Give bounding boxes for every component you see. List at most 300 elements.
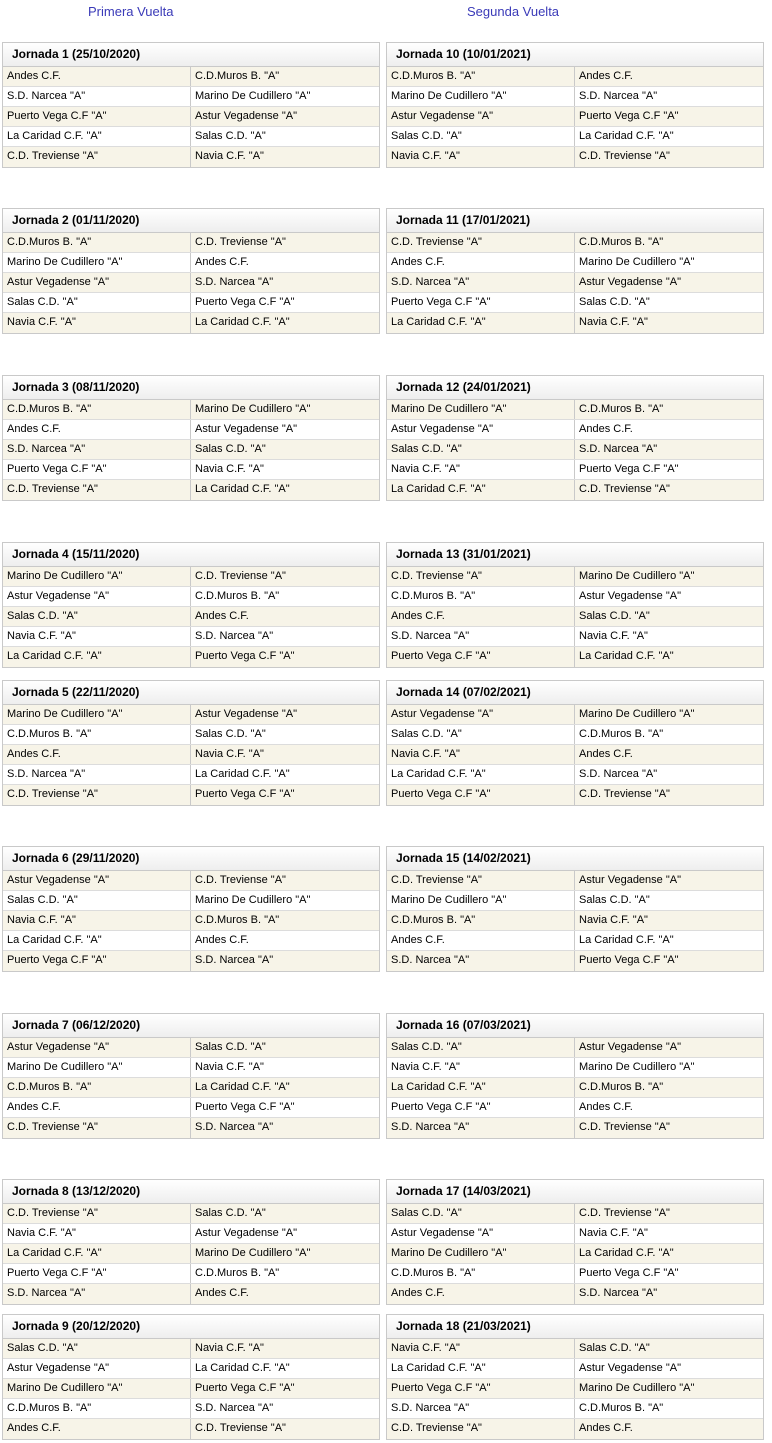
- home-team: C.D. Treviense "A": [387, 233, 575, 252]
- match-row: [3, 127, 379, 147]
- home-team: C.D. Treviense "A": [3, 147, 191, 167]
- home-team: Navia C.F. "A": [387, 1339, 575, 1358]
- match-row: [387, 607, 763, 627]
- jornada-table: [386, 846, 764, 972]
- match-row: [3, 233, 379, 253]
- away-team: S.D. Narcea "A": [195, 630, 274, 642]
- home-team: Salas C.D. "A": [387, 127, 575, 146]
- home-team: La Caridad C.F. "A": [387, 765, 575, 784]
- home-team: C.D. Treviense "A": [3, 785, 191, 805]
- away-team: C.D.Muros B. "A": [579, 403, 664, 415]
- match-row: [3, 891, 379, 911]
- jornada-table: [2, 42, 380, 168]
- home-team: Marino De Cudillero "A": [3, 253, 191, 272]
- match-row: [387, 400, 763, 420]
- away-team: Astur Vegadense "A": [579, 1041, 681, 1053]
- match-row: [3, 460, 379, 480]
- match-row: [3, 607, 379, 627]
- away-team: Navia C.F. "A": [579, 1227, 648, 1239]
- home-team: S.D. Narcea "A": [387, 627, 575, 646]
- match-row: [387, 1264, 763, 1284]
- away-team: Salas C.D. "A": [195, 728, 266, 740]
- home-team: Salas C.D. "A": [387, 440, 575, 459]
- away-team: Andes C.F.: [195, 256, 249, 268]
- match-row: [387, 911, 763, 931]
- home-team: C.D.Muros B. "A": [3, 400, 191, 419]
- home-team: Marino De Cudillero "A": [3, 1379, 191, 1398]
- away-team: La Caridad C.F. "A": [195, 768, 290, 780]
- away-team: La Caridad C.F. "A": [579, 934, 674, 946]
- match-row: [387, 785, 763, 805]
- match-list: [3, 1204, 379, 1304]
- away-team: Navia C.F. "A": [579, 316, 648, 328]
- away-team: Andes C.F.: [195, 1287, 249, 1299]
- away-team: Andes C.F.: [579, 70, 633, 82]
- match-row: [3, 1264, 379, 1284]
- match-list: [3, 567, 379, 667]
- away-team: Andes C.F.: [579, 1422, 633, 1434]
- away-team: Astur Vegadense "A": [579, 874, 681, 886]
- jornada-title: Jornada 13 (31/01/2021): [387, 543, 763, 567]
- match-row: [3, 87, 379, 107]
- away-team: Puerto Vega C.F "A": [195, 788, 295, 800]
- match-row: [387, 891, 763, 911]
- away-team: Salas C.D. "A": [195, 443, 266, 455]
- away-team: La Caridad C.F. "A": [195, 1362, 290, 1374]
- away-team: Navia C.F. "A": [195, 463, 264, 475]
- home-team: Andes C.F.: [3, 1419, 191, 1439]
- match-row: [3, 480, 379, 500]
- home-team: Andes C.F.: [3, 67, 191, 86]
- home-team: Andes C.F.: [387, 607, 575, 626]
- home-team: Puerto Vega C.F "A": [387, 1379, 575, 1398]
- home-team: Astur Vegadense "A": [3, 1038, 191, 1057]
- match-row: [387, 1058, 763, 1078]
- match-row: [387, 440, 763, 460]
- away-team: Navia C.F. "A": [195, 1061, 264, 1073]
- jornada-title: Jornada 4 (15/11/2020): [3, 543, 379, 567]
- home-team: Astur Vegadense "A": [3, 587, 191, 606]
- away-team: Navia C.F. "A": [579, 914, 648, 926]
- match-list: [387, 1038, 763, 1138]
- match-list: [387, 233, 763, 333]
- primera-vuelta-header: Primera Vuelta: [88, 4, 174, 19]
- match-row: [387, 460, 763, 480]
- home-team: La Caridad C.F. "A": [3, 1244, 191, 1263]
- home-team: S.D. Narcea "A": [387, 273, 575, 292]
- home-team: C.D.Muros B. "A": [387, 67, 575, 86]
- home-team: Salas C.D. "A": [3, 607, 191, 626]
- home-team: C.D.Muros B. "A": [3, 725, 191, 744]
- home-team: C.D.Muros B. "A": [387, 1264, 575, 1283]
- home-team: La Caridad C.F. "A": [3, 647, 191, 667]
- jornada-title: Jornada 2 (01/11/2020): [3, 209, 379, 233]
- match-list: [3, 67, 379, 167]
- home-team: Marino De Cudillero "A": [3, 567, 191, 586]
- match-list: [3, 233, 379, 333]
- away-team: La Caridad C.F. "A": [579, 650, 674, 662]
- match-row: [387, 1339, 763, 1359]
- away-team: C.D. Treviense "A": [195, 570, 286, 582]
- match-row: [387, 1379, 763, 1399]
- away-team: Astur Vegadense "A": [579, 590, 681, 602]
- home-team: Puerto Vega C.F "A": [387, 1098, 575, 1117]
- away-team: Puerto Vega C.F "A": [195, 1382, 295, 1394]
- match-row: [387, 587, 763, 607]
- home-team: C.D. Treviense "A": [387, 1419, 575, 1439]
- away-team: Marino De Cudillero "A": [579, 1061, 695, 1073]
- away-team: La Caridad C.F. "A": [195, 316, 290, 328]
- match-row: [387, 627, 763, 647]
- home-team: C.D.Muros B. "A": [3, 233, 191, 252]
- match-row: [3, 1224, 379, 1244]
- match-row: [3, 871, 379, 891]
- home-team: La Caridad C.F. "A": [387, 1359, 575, 1378]
- away-team: C.D. Treviense "A": [579, 150, 670, 162]
- home-team: Puerto Vega C.F "A": [3, 460, 191, 479]
- home-team: Marino De Cudillero "A": [3, 1058, 191, 1077]
- away-team: Marino De Cudillero "A": [579, 708, 695, 720]
- home-team: Andes C.F.: [3, 1098, 191, 1117]
- jornada-table: [2, 1179, 380, 1305]
- match-row: [3, 1284, 379, 1304]
- away-team: Astur Vegadense "A": [195, 110, 297, 122]
- away-team: La Caridad C.F. "A": [579, 1247, 674, 1259]
- match-row: [387, 1078, 763, 1098]
- away-team: Astur Vegadense "A": [579, 276, 681, 288]
- away-team: Puerto Vega C.F "A": [579, 954, 679, 966]
- away-team: Astur Vegadense "A": [195, 423, 297, 435]
- home-team: Astur Vegadense "A": [3, 1359, 191, 1378]
- away-team: Salas C.D. "A": [195, 130, 266, 142]
- away-team: Puerto Vega C.F "A": [579, 463, 679, 475]
- jornada-title: Jornada 3 (08/11/2020): [3, 376, 379, 400]
- away-team: Astur Vegadense "A": [579, 1362, 681, 1374]
- home-team: La Caridad C.F. "A": [387, 480, 575, 500]
- home-team: Navia C.F. "A": [387, 745, 575, 764]
- home-team: Navia C.F. "A": [3, 313, 191, 333]
- match-row: [3, 785, 379, 805]
- away-team: Marino De Cudillero "A": [195, 90, 311, 102]
- home-team: S.D. Narcea "A": [3, 765, 191, 784]
- match-list: [387, 705, 763, 805]
- match-row: [387, 1204, 763, 1224]
- match-row: [3, 567, 379, 587]
- jornada-table: [2, 1314, 380, 1440]
- match-row: [387, 725, 763, 745]
- away-team: C.D.Muros B. "A": [579, 236, 664, 248]
- jornada-title: Jornada 5 (22/11/2020): [3, 681, 379, 705]
- away-team: Salas C.D. "A": [579, 296, 650, 308]
- match-list: [3, 871, 379, 971]
- match-list: [3, 400, 379, 500]
- jornada-table: [2, 1013, 380, 1139]
- jornada-title: Jornada 1 (25/10/2020): [3, 43, 379, 67]
- match-row: [3, 951, 379, 971]
- segunda-vuelta-header: Segunda Vuelta: [467, 4, 560, 19]
- home-team: Puerto Vega C.F "A": [3, 1264, 191, 1283]
- home-team: Andes C.F.: [3, 745, 191, 764]
- home-team: C.D. Treviense "A": [387, 567, 575, 586]
- home-team: Puerto Vega C.F "A": [387, 647, 575, 667]
- away-team: S.D. Narcea "A": [579, 443, 658, 455]
- match-row: [3, 1078, 379, 1098]
- match-row: [3, 1244, 379, 1264]
- home-team: Salas C.D. "A": [387, 1038, 575, 1057]
- away-team: S.D. Narcea "A": [579, 768, 658, 780]
- match-row: [3, 293, 379, 313]
- match-list: [387, 1339, 763, 1439]
- home-team: Astur Vegadense "A": [387, 107, 575, 126]
- jornada-title: Jornada 9 (20/12/2020): [3, 1315, 379, 1339]
- home-team: Marino De Cudillero "A": [387, 891, 575, 910]
- jornada-table: [2, 208, 380, 334]
- match-row: [387, 567, 763, 587]
- away-team: C.D.Muros B. "A": [579, 728, 664, 740]
- match-list: [3, 705, 379, 805]
- match-list: [387, 871, 763, 971]
- match-row: [387, 107, 763, 127]
- jornada-table: [2, 680, 380, 806]
- away-team: Marino De Cudillero "A": [579, 570, 695, 582]
- match-row: [3, 1339, 379, 1359]
- match-row: [387, 1419, 763, 1439]
- home-team: Marino De Cudillero "A": [387, 87, 575, 106]
- match-row: [387, 1224, 763, 1244]
- jornada-title: Jornada 18 (21/03/2021): [387, 1315, 763, 1339]
- away-team: C.D.Muros B. "A": [195, 1267, 280, 1279]
- jornada-table: [386, 1314, 764, 1440]
- match-row: [387, 647, 763, 667]
- match-row: [387, 420, 763, 440]
- home-team: Astur Vegadense "A": [3, 871, 191, 890]
- away-team: C.D.Muros B. "A": [195, 70, 280, 82]
- home-team: Salas C.D. "A": [387, 1204, 575, 1223]
- match-row: [3, 67, 379, 87]
- jornada-title: Jornada 14 (07/02/2021): [387, 681, 763, 705]
- away-team: Puerto Vega C.F "A": [579, 110, 679, 122]
- away-team: C.D. Treviense "A": [579, 788, 670, 800]
- match-row: [387, 765, 763, 785]
- match-row: [387, 87, 763, 107]
- match-row: [3, 1419, 379, 1439]
- away-team: S.D. Narcea "A": [579, 1287, 658, 1299]
- home-team: Puerto Vega C.F "A": [387, 293, 575, 312]
- jornada-title: Jornada 8 (13/12/2020): [3, 1180, 379, 1204]
- home-team: Salas C.D. "A": [3, 1339, 191, 1358]
- match-row: [3, 647, 379, 667]
- away-team: C.D.Muros B. "A": [579, 1081, 664, 1093]
- home-team: Puerto Vega C.F "A": [387, 785, 575, 805]
- jornada-title: Jornada 16 (07/03/2021): [387, 1014, 763, 1038]
- home-team: Astur Vegadense "A": [387, 1224, 575, 1243]
- away-team: C.D. Treviense "A": [579, 483, 670, 495]
- away-team: Salas C.D. "A": [195, 1207, 266, 1219]
- jornada-title: Jornada 6 (29/11/2020): [3, 847, 379, 871]
- home-team: Puerto Vega C.F "A": [3, 951, 191, 971]
- jornada-title: Jornada 15 (14/02/2021): [387, 847, 763, 871]
- away-team: Navia C.F. "A": [195, 150, 264, 162]
- jornada-title: Jornada 12 (24/01/2021): [387, 376, 763, 400]
- home-team: C.D.Muros B. "A": [387, 587, 575, 606]
- match-row: [3, 440, 379, 460]
- home-team: S.D. Narcea "A": [3, 87, 191, 106]
- away-team: S.D. Narcea "A": [195, 954, 274, 966]
- jornada-title: Jornada 11 (17/01/2021): [387, 209, 763, 233]
- away-team: Marino De Cudillero "A": [195, 894, 311, 906]
- match-row: [3, 420, 379, 440]
- match-row: [3, 273, 379, 293]
- away-team: Marino De Cudillero "A": [195, 403, 311, 415]
- match-row: [3, 1038, 379, 1058]
- home-team: C.D. Treviense "A": [3, 1204, 191, 1223]
- away-team: Navia C.F. "A": [579, 630, 648, 642]
- home-team: C.D. Treviense "A": [3, 1118, 191, 1138]
- home-team: La Caridad C.F. "A": [3, 931, 191, 950]
- jornada-table: [2, 375, 380, 501]
- home-team: Navia C.F. "A": [3, 627, 191, 646]
- home-team: C.D.Muros B. "A": [387, 911, 575, 930]
- home-team: Navia C.F. "A": [387, 460, 575, 479]
- jornada-title: Jornada 7 (06/12/2020): [3, 1014, 379, 1038]
- home-team: Andes C.F.: [387, 931, 575, 950]
- home-team: C.D. Treviense "A": [387, 871, 575, 890]
- match-row: [3, 1379, 379, 1399]
- away-team: La Caridad C.F. "A": [195, 1081, 290, 1093]
- away-team: Puerto Vega C.F "A": [195, 296, 295, 308]
- match-row: [387, 313, 763, 333]
- away-team: Navia C.F. "A": [195, 1342, 264, 1354]
- match-row: [387, 253, 763, 273]
- home-team: C.D.Muros B. "A": [3, 1399, 191, 1418]
- match-row: [387, 745, 763, 765]
- match-row: [3, 1098, 379, 1118]
- home-team: La Caridad C.F. "A": [387, 313, 575, 333]
- away-team: Andes C.F.: [579, 423, 633, 435]
- match-row: [3, 931, 379, 951]
- match-row: [387, 293, 763, 313]
- jornada-table: [386, 1179, 764, 1305]
- away-team: Andes C.F.: [579, 1101, 633, 1113]
- jornada-table: [386, 208, 764, 334]
- home-team: C.D. Treviense "A": [3, 480, 191, 500]
- match-list: [387, 67, 763, 167]
- match-row: [387, 1118, 763, 1138]
- home-team: Puerto Vega C.F "A": [3, 107, 191, 126]
- match-row: [3, 1204, 379, 1224]
- away-team: La Caridad C.F. "A": [195, 483, 290, 495]
- home-team: S.D. Narcea "A": [3, 1284, 191, 1304]
- match-row: [3, 765, 379, 785]
- home-team: Navia C.F. "A": [387, 1058, 575, 1077]
- match-row: [387, 233, 763, 253]
- match-row: [3, 1399, 379, 1419]
- match-row: [387, 1038, 763, 1058]
- home-team: Astur Vegadense "A": [387, 705, 575, 724]
- away-team: S.D. Narcea "A": [195, 1121, 274, 1133]
- match-row: [3, 587, 379, 607]
- away-team: S.D. Narcea "A": [195, 1402, 274, 1414]
- jornada-table: [386, 680, 764, 806]
- home-team: Andes C.F.: [387, 253, 575, 272]
- away-team: Astur Vegadense "A": [195, 1227, 297, 1239]
- match-row: [3, 1058, 379, 1078]
- match-row: [387, 67, 763, 87]
- home-team: La Caridad C.F. "A": [3, 127, 191, 146]
- match-row: [387, 127, 763, 147]
- match-list: [387, 400, 763, 500]
- home-team: Salas C.D. "A": [387, 725, 575, 744]
- match-row: [3, 253, 379, 273]
- jornada-table: [386, 1013, 764, 1139]
- away-team: C.D. Treviense "A": [579, 1207, 670, 1219]
- away-team: Marino De Cudillero "A": [579, 1382, 695, 1394]
- away-team: Salas C.D. "A": [579, 894, 650, 906]
- match-row: [387, 1284, 763, 1304]
- away-team: C.D.Muros B. "A": [195, 914, 280, 926]
- away-team: Marino De Cudillero "A": [195, 1247, 311, 1259]
- match-list: [387, 567, 763, 667]
- home-team: Astur Vegadense "A": [3, 273, 191, 292]
- away-team: Andes C.F.: [195, 934, 249, 946]
- away-team: Salas C.D. "A": [579, 1342, 650, 1354]
- away-team: Astur Vegadense "A": [195, 708, 297, 720]
- home-team: Navia C.F. "A": [387, 147, 575, 167]
- home-team: Navia C.F. "A": [3, 911, 191, 930]
- match-row: [387, 273, 763, 293]
- match-row: [387, 1098, 763, 1118]
- jornada-table: [2, 542, 380, 668]
- home-team: Astur Vegadense "A": [387, 420, 575, 439]
- match-row: [3, 705, 379, 725]
- away-team: Andes C.F.: [195, 610, 249, 622]
- home-team: C.D.Muros B. "A": [3, 1078, 191, 1097]
- match-row: [3, 313, 379, 333]
- home-team: Marino De Cudillero "A": [387, 1244, 575, 1263]
- jornada-table: [386, 375, 764, 501]
- match-list: [387, 1204, 763, 1304]
- away-team: Salas C.D. "A": [195, 1041, 266, 1053]
- home-team: Andes C.F.: [387, 1284, 575, 1304]
- away-team: Marino De Cudillero "A": [579, 256, 695, 268]
- match-list: [3, 1339, 379, 1439]
- match-row: [387, 871, 763, 891]
- away-team: La Caridad C.F. "A": [579, 130, 674, 142]
- away-team: Navia C.F. "A": [195, 748, 264, 760]
- home-team: Andes C.F.: [3, 420, 191, 439]
- home-team: Marino De Cudillero "A": [3, 705, 191, 724]
- home-team: Salas C.D. "A": [3, 293, 191, 312]
- away-team: Puerto Vega C.F "A": [195, 1101, 295, 1113]
- match-row: [387, 951, 763, 971]
- match-row: [3, 147, 379, 167]
- match-row: [387, 1399, 763, 1419]
- away-team: Puerto Vega C.F "A": [195, 650, 295, 662]
- match-row: [3, 1359, 379, 1379]
- away-team: C.D. Treviense "A": [579, 1121, 670, 1133]
- jornada-title: Jornada 17 (14/03/2021): [387, 1180, 763, 1204]
- jornada-title: Jornada 10 (10/01/2021): [387, 43, 763, 67]
- home-team: Marino De Cudillero "A": [387, 400, 575, 419]
- away-team: C.D. Treviense "A": [195, 874, 286, 886]
- home-team: S.D. Narcea "A": [3, 440, 191, 459]
- match-row: [3, 400, 379, 420]
- match-row: [3, 725, 379, 745]
- away-team: C.D. Treviense "A": [195, 1422, 286, 1434]
- match-row: [3, 745, 379, 765]
- away-team: Puerto Vega C.F "A": [579, 1267, 679, 1279]
- home-team: La Caridad C.F. "A": [387, 1078, 575, 1097]
